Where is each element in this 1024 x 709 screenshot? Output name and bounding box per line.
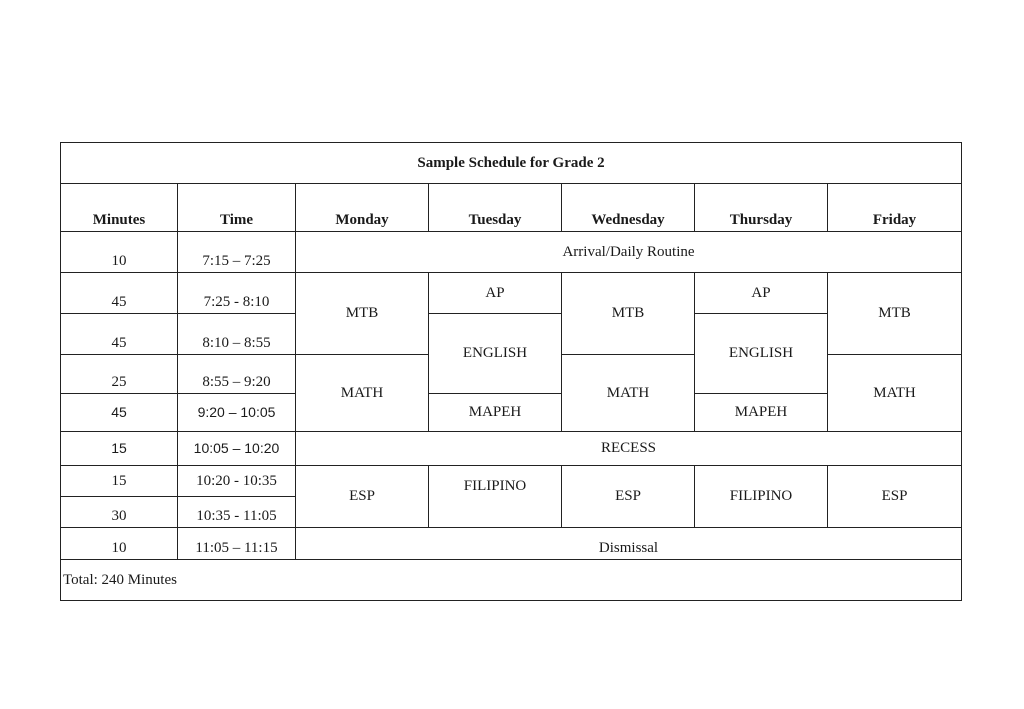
minutes-cell: 30 [61,497,178,528]
time-cell: 7:15 – 7:25 [178,232,296,273]
minutes-cell: 10 [61,528,178,560]
minutes-cell: 45 [61,394,178,432]
friday-math-block: MATH [828,355,962,432]
schedule-title: Sample Schedule for Grade 2 [61,143,962,184]
schedule-table [60,142,962,601]
time-cell: 10:35 - 11:05 [178,497,296,528]
header-time: Time [178,184,296,232]
thursday-english-block: ENGLISH [695,314,828,394]
wednesday-mtb-block: MTB [562,273,695,355]
thursday-filipino-block: FILIPINO [695,466,828,528]
header-friday: Friday [828,184,962,232]
header-monday: Monday [296,184,429,232]
dismissal-block: Dismissal [296,528,962,560]
header-thursday: Thursday [695,184,828,232]
time-cell: 9:20 – 10:05 [178,394,296,432]
total-minutes: Total: 240 Minutes [61,560,962,601]
header-minutes: Minutes [61,184,178,232]
minutes-cell: 15 [61,466,178,497]
tuesday-filipino-block: FILIPINO [429,466,562,528]
monday-mtb-block: MTB [296,273,429,355]
friday-mtb-block: MTB [828,273,962,355]
thursday-ap-block: AP [695,273,828,314]
minutes-cell: 45 [61,314,178,355]
minutes-cell: 25 [61,355,178,394]
wednesday-esp-block: ESP [562,466,695,528]
minutes-cell: 10 [61,232,178,273]
time-cell: 11:05 – 11:15 [178,528,296,560]
time-cell: 10:20 - 10:35 [178,466,296,497]
header-tuesday: Tuesday [429,184,562,232]
wednesday-math-block: MATH [562,355,695,432]
minutes-cell: 15 [61,432,178,466]
time-cell: 8:10 – 8:55 [178,314,296,355]
friday-esp-block: ESP [828,466,962,528]
arrival-block: Arrival/Daily Routine [296,232,962,273]
thursday-mapeh-block: MAPEH [695,394,828,432]
recess-block: RECESS [296,432,962,466]
tuesday-mapeh-block: MAPEH [429,394,562,432]
monday-esp-block: ESP [296,466,429,528]
monday-math-block: MATH [296,355,429,432]
minutes-cell: 45 [61,273,178,314]
tuesday-ap-block: AP [429,273,562,314]
time-cell: 8:55 – 9:20 [178,355,296,394]
time-cell: 7:25 - 8:10 [178,273,296,314]
header-wednesday: Wednesday [562,184,695,232]
time-cell: 10:05 – 10:20 [178,432,296,466]
tuesday-english-block: ENGLISH [429,314,562,394]
